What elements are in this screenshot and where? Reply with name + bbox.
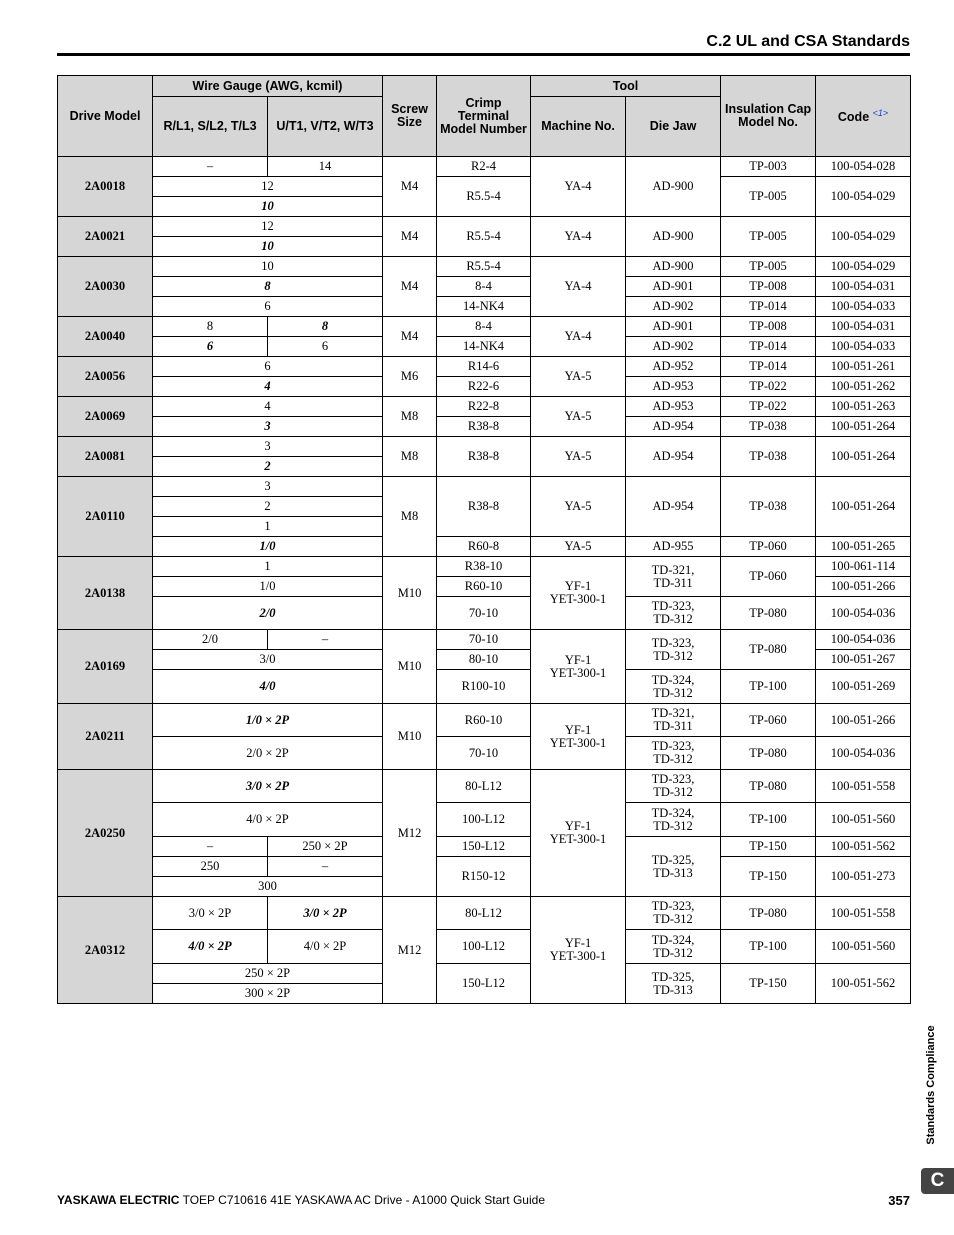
table-row: 6 14-NK4 AD-902 TP-014 100-054-033 [58,297,911,317]
col-machine-no: Machine No. [531,97,626,157]
footer-text: TOEP C710616 41E YASKAWA AC Drive - A1000 Quick Start Guide [179,1193,545,1207]
table-row: 2A0069 4 M8 R22-8 YA-5 AD-953 TP-022 100-051-263 [58,397,911,417]
table-row: 2A0056 6 M6 R14-6 YA-5 AD-952 TP-014 100-051-261 [58,357,911,377]
table-row: 2 [58,457,911,477]
table-row: 10 [58,237,911,257]
table-row: 250 × 2P 150-L12 TD-325, TD-313 TP-150 100-051-562 [58,964,911,984]
col-drive-model: Drive Model [58,76,153,157]
col-tool: Tool [531,76,721,97]
table-row: 2/0 × 2P 70-10 TD-323, TD-312 TP-080 100-054-036 [58,737,911,770]
footer [57,1193,545,1207]
page-number: 357 [888,1193,910,1208]
table-row: 2A0169 2/0 – M10 70-10 YF-1 YET-300-1 TD-323, TD-312 TP-080 100-054-036 [58,630,911,650]
table-row: 1/0 R60-8 YA-5 AD-955 TP-060 100-051-265 [58,537,911,557]
col-output-terminals: U/T1, V/T2, W/T3 [268,97,383,157]
section-title: C.2 UL and CSA Standards [706,33,910,50]
table-row: 4 R22-6 AD-953 TP-022 100-051-262 [58,377,911,397]
table-row: 1 [58,517,911,537]
table-row: 6 6 14-NK4 AD-902 TP-014 100-054-033 [58,337,911,357]
table-row: 250 – R150-12 TP-150 100-051-273 [58,857,911,877]
table-row: 2A0312 3/0 × 2P 3/0 × 2P M12 80-L12 YF-1 YET-300-1 TD-323, TD-312 TP-080 100-051-558 [58,897,911,930]
table-row: – 250 × 2P 150-L12 TD-325, TD-313 TP-150 100-051-562 [58,837,911,857]
code-footnote-ref[interactable]: <1> [872,108,889,119]
table-row: 2A0138 1 M10 R38-10 YF-1 YET-300-1 TD-321, TD-311 TP-060 100-061-114 [58,557,911,577]
table-row: 300 × 2P [58,984,911,1004]
table-row: 10 [58,197,911,217]
table-row: 2A0081 3 M8 R38-8 YA-5 AD-954 TP-038 100-051-264 [58,437,911,457]
table-row: 2/0 70-10 TD-323, TD-312 TP-080 100-054-036 [58,597,911,630]
table-row: 3/0 80-10 100-051-267 [58,650,911,670]
chapter-tab-letter: C [921,1168,954,1194]
col-code [816,76,911,157]
col-die-jaw: Die Jaw [626,97,721,157]
col-wire-gauge: Wire Gauge (AWG, kcmil) [153,76,383,97]
table-row: 4/0 × 2P 4/0 × 2P 100-L12 TD-324, TD-312 TP-100 100-051-560 [58,930,911,964]
table-row: 2A0018 – 14 M4 R2-4 YA-4 AD-900 TP-003 100-054-028 [58,157,911,177]
table-row: 3 R38-8 AD-954 TP-038 100-051-264 [58,417,911,437]
table-row: 8 8-4 AD-901 TP-008 100-054-031 [58,277,911,297]
table-row: 2A0030 10 M4 R5.5-4 YA-4 AD-900 TP-005 100-054-029 [58,257,911,277]
table-row: 2 [58,497,911,517]
header-rule [57,53,910,56]
table-row: 1/0 R60-10 100-051-266 [58,577,911,597]
footer-brand: YASKAWA ELECTRIC [57,1193,180,1207]
table-row: 2A0250 3/0 × 2P M12 80-L12 YF-1 YET-300-1 TD-323, TD-312 TP-080 100-051-558 [58,770,911,803]
table-row: 2A0021 12 M4 R5.5-4 YA-4 AD-900 TP-005 100-054-029 [58,217,911,237]
table-row: 2A0110 3 M8 R38-8 YA-5 AD-954 TP-038 100-051-264 [58,477,911,497]
side-tab-label: Standards Compliance [925,1025,937,1145]
wire-gauge-table [57,75,911,1004]
table-row: 4/0 × 2P 100-L12 TD-324, TD-312 TP-100 100-051-560 [58,803,911,837]
table-row: 12 R5.5-4 TP-005 100-054-029 [58,177,911,197]
side-tab-standards-compliance [916,1020,946,1150]
col-crimp-terminal: Crimp Terminal Model Number [437,76,531,157]
table-row: 4/0 R100-10 TD-324, TD-312 TP-100 100-051-269 [58,670,911,704]
table-row: 2A0040 8 8 M4 8-4 YA-4 AD-901 TP-008 100-054-031 [58,317,911,337]
table-row: 2A0211 1/0 × 2P M10 R60-10 YF-1 YET-300-1 TD-321, TD-311 TP-060 100-051-266 [58,704,911,737]
col-input-terminals: R/L1, S/L2, T/L3 [153,97,268,157]
col-insulation-cap: Insulation Cap Model No. [721,76,816,157]
col-screw-size: Screw Size [383,76,437,157]
table-row: 300 [58,877,911,897]
code-label: Code [837,110,870,125]
